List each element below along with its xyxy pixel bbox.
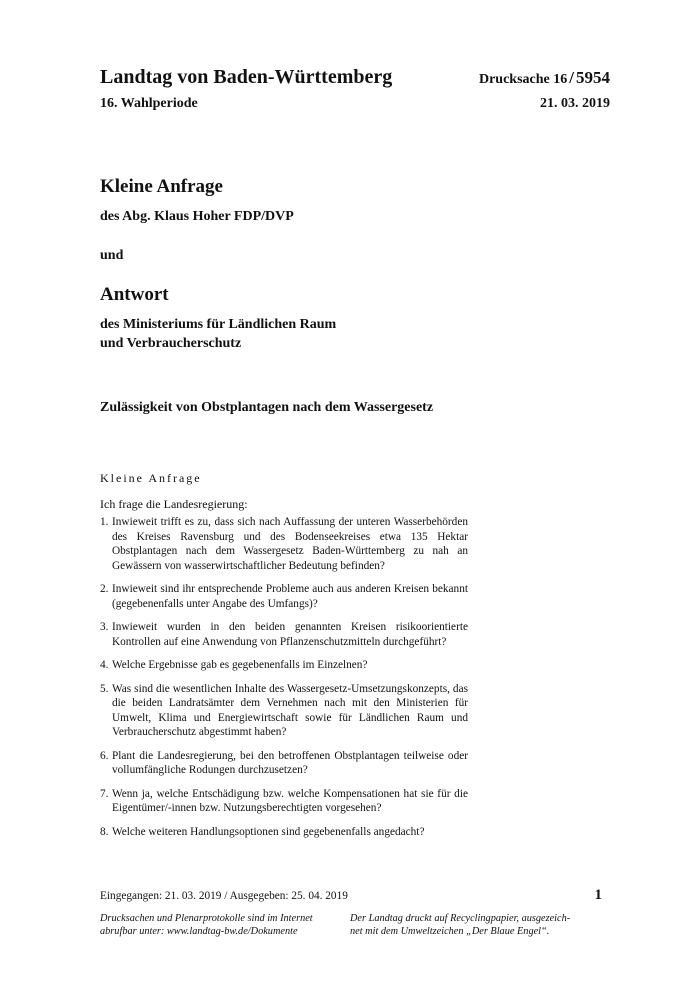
inquiry-author: des Abg. Klaus Hoher FDP/DVP — [100, 209, 294, 224]
connector-text: und — [100, 248, 124, 263]
answer-heading: Antwort — [100, 284, 169, 305]
question-number: 4. — [100, 659, 109, 672]
question-text: Welche weiteren Handlungsoptionen sind gegebenenfalls angedacht? — [112, 825, 425, 838]
section-label: Kleine Anfrage — [100, 471, 202, 485]
question-item — [100, 620, 468, 649]
question-number: 5. — [100, 682, 109, 695]
question-number: 6. — [100, 749, 109, 762]
document-date: 21. 03. 2019 — [540, 96, 610, 111]
answer-author-line1: des Ministeriums für Ländlichen Raum — [100, 317, 337, 332]
answer-author — [100, 315, 336, 353]
question-number: 3. — [100, 621, 109, 634]
document-number: 5954 — [576, 68, 610, 87]
question-text: Inwieweit sind ihr entsprechende Probleme auch aus anderen Kreisen bekannt (gegebenenfalls unter Angabe des Umfangs)? — [112, 583, 468, 610]
question-text: Welche Ergebnisse gab es gegebenenfalls im Einzelnen? — [112, 659, 368, 672]
footer-recycling-note — [350, 913, 570, 938]
document-reference — [479, 68, 610, 88]
question-item — [100, 682, 468, 740]
page-number: 1 — [594, 887, 602, 903]
question-list — [100, 515, 468, 848]
question-text: Plant die Landesregierung, bei den betroffenen Obstplantagen teilweise oder vollumfängliche Rodungen durchzusetzen? — [112, 749, 468, 777]
received-issued-dates: Eingegangen: 21. 03. 2019 / Ausgegeben: 25. 04. 2019 — [100, 890, 348, 902]
question-item — [100, 749, 468, 778]
footer-left-line1: Drucksachen und Plenarprotokolle sind im Internet — [100, 913, 313, 924]
parliament-name: Landtag von Baden-Württemberg — [100, 66, 393, 88]
question-item — [100, 658, 468, 673]
question-text: Inwieweit wurden in den beiden genannten Kreisen risikoorientierte Kontrollen auf eine Anwendung von Pflanzenschutzmitteln durchgeführt? — [112, 621, 468, 648]
question-number: 8. — [100, 825, 109, 838]
document-separator: / — [569, 68, 574, 87]
subject-title: Zulässigkeit von Obstplantagen nach dem Wassergesetz — [100, 400, 434, 415]
question-item — [100, 825, 468, 840]
legislative-period: 16. Wahlperiode — [100, 96, 198, 111]
question-item — [100, 582, 468, 611]
question-number: 1. — [100, 516, 109, 528]
footer-internet-note — [100, 913, 313, 938]
footer-right-line2: net mit dem Umweltzeichen „Der Blaue Engel“. — [350, 925, 550, 937]
question-number: 7. — [100, 787, 109, 800]
footer-right-line1: Der Landtag druckt auf Recyclingpapier, ausgezeich- — [350, 913, 571, 924]
question-text: Was sind die wesentlichen Inhalte des Wassergesetz-Umsetzungskonzepts, das die beiden Landratsämter dem Vernehmen nach mit den Ministerien für Umwelt, Klima und Energiewirtschaft sowie für Ländlichen Raum und Verbraucherschutz abgestimmt haben? — [112, 682, 468, 739]
question-item — [100, 515, 468, 573]
footer-left-line2: abrufbar unter: www.landtag-bw.de/Dokumente — [100, 925, 298, 937]
inquiry-heading: Kleine Anfrage — [100, 176, 223, 197]
question-item — [100, 787, 468, 816]
question-text: Inwieweit trifft es zu, dass sich nach Auffassung der unteren Wasserbehörden des Kreises Ravensburg und des Bodenseekreises etwa 135 Hektar Obstplantagen nach dem Wassergesetz Baden-Württemberg zu nah an Gewässern von wasserwirtschaftlicher Bedeutung befinden? — [112, 516, 468, 572]
document-label: Drucksache 16 — [478, 72, 568, 87]
intro-text: Ich frage die Landesregierung: — [100, 497, 248, 511]
question-number: 2. — [100, 583, 109, 596]
answer-author-line2: und Verbraucherschutz — [100, 336, 242, 351]
question-text: Wenn ja, welche Entschädigung bzw. welche Kompensationen hat sie für die Eigentümer/-innen bzw. Nutzungsberechtigten vorgesehen? — [112, 787, 468, 815]
